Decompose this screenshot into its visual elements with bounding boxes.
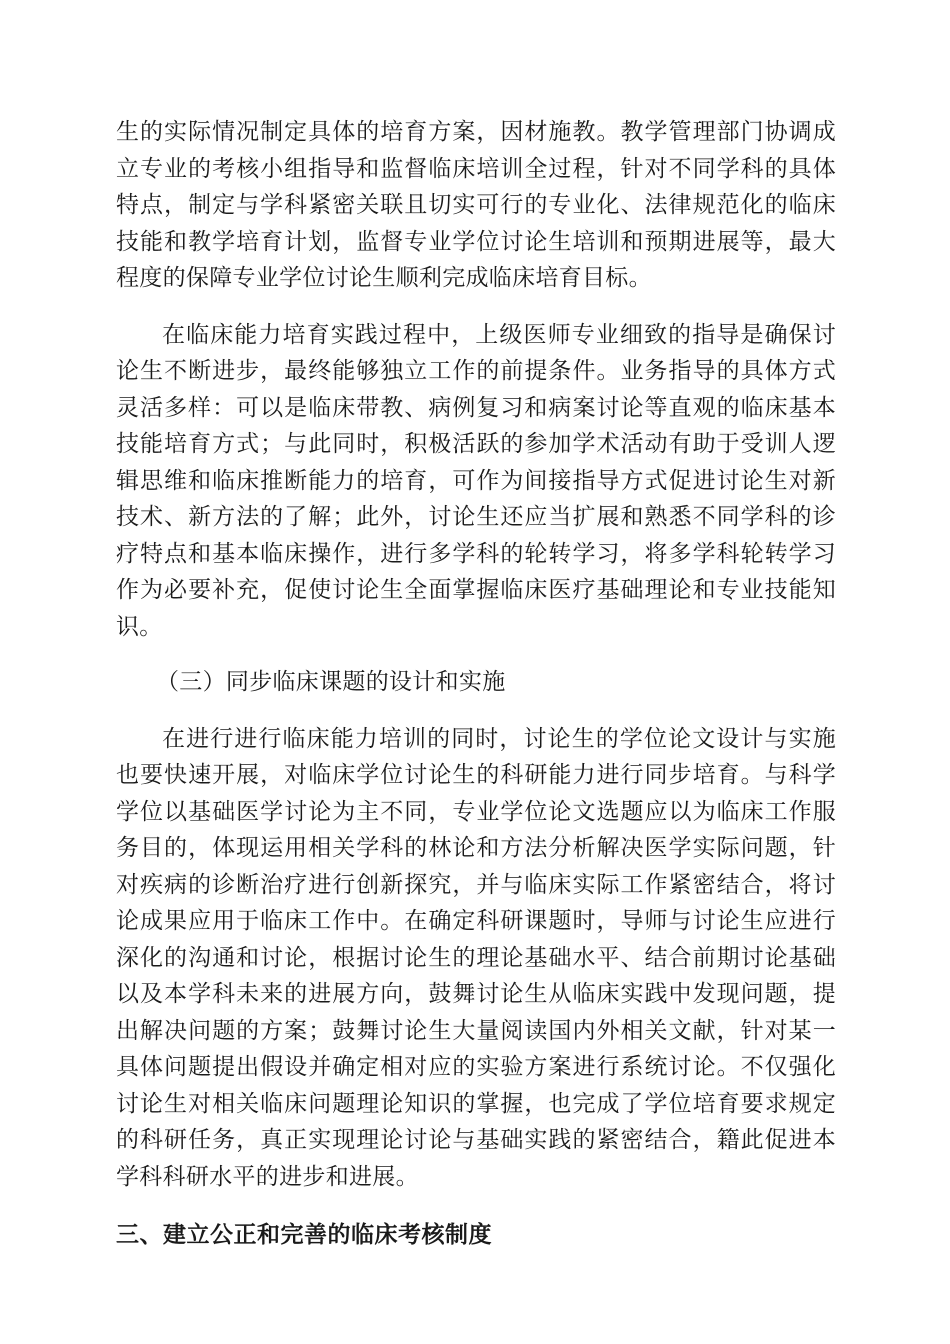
section-heading-assessment: 三、建立公正和完善的临床考核制度 bbox=[116, 1222, 492, 1248]
paragraph-continued: 生的实际情况制定具体的培育方案，因材施教。教学管理部门协调成立专业的考核小组指导和监督临床培训全过程，针对不同学科的具体特点，制定与学科紧密关联且切实可行的专业化、法律规范化的临床技能和教学培育计划，监督专业学位讨论生培训和预期进展等，最大程度的保障专业学位讨论生顺利完成临床培育目标。 bbox=[116, 119, 836, 291]
document-page bbox=[116, 114, 836, 1254]
subheading-synchronous-research: （三）同步临床课题的设计和实施 bbox=[156, 669, 506, 695]
paragraph-clinical-guidance: 在临床能力培育实践过程中，上级医师专业细致的指导是确保讨论生不断进步，最终能够独立工作的前提条件。业务指导的具体方式灵活多样：可以是临床带教、病例复习和病案讨论等直观的临床基本技能培育方式；与此同时，积极活跃的参加学术活动有助于受训人逻辑思维和临床推断能力的培育，可作为间接指导方式促进讨论生对新技术、新方法的了解；此外，讨论生还应当扩展和熟悉不同学科的诊疗特点和基本临床操作，进行多学科的轮转学习，将多学科轮转学习作为必要补充，促使讨论生全面掌握临床医疗基础理论和专业技能知识。 bbox=[116, 321, 836, 640]
paragraph-research-design: 在进行进行临床能力培训的同时，讨论生的学位论文设计与实施也要快速开展，对临床学位讨论生的科研能力进行同步培育。与科学学位以基础医学讨论为主不同，专业学位论文选题应以为临床工作服务目的，体现运用相关学科的林论和方法分析解决医学实际问题，针对疾病的诊断治疗进行创新探究，并与临床实际工作紧密结合，将讨论成果应用于临床工作中。在确定科研课题时，导师与讨论生应进行深化的沟通和讨论，根据讨论生的理论基础水平、结合前期讨论基础以及本学科未来的进展方向，鼓舞讨论生从临床实践中发现问题，提出解决问题的方案；鼓舞讨论生大量阅读国内外相关文献，针对某一具体问题提出假设并确定相对应的实验方案进行系统讨论。不仅强化讨论生对相关临床问题理论知识的掌握，也完成了学位培育要求规定的科研任务，真正实现理论讨论与基础实践的紧密结合，籍此促进本学科科研水平的进步和进展。 bbox=[116, 725, 836, 1190]
